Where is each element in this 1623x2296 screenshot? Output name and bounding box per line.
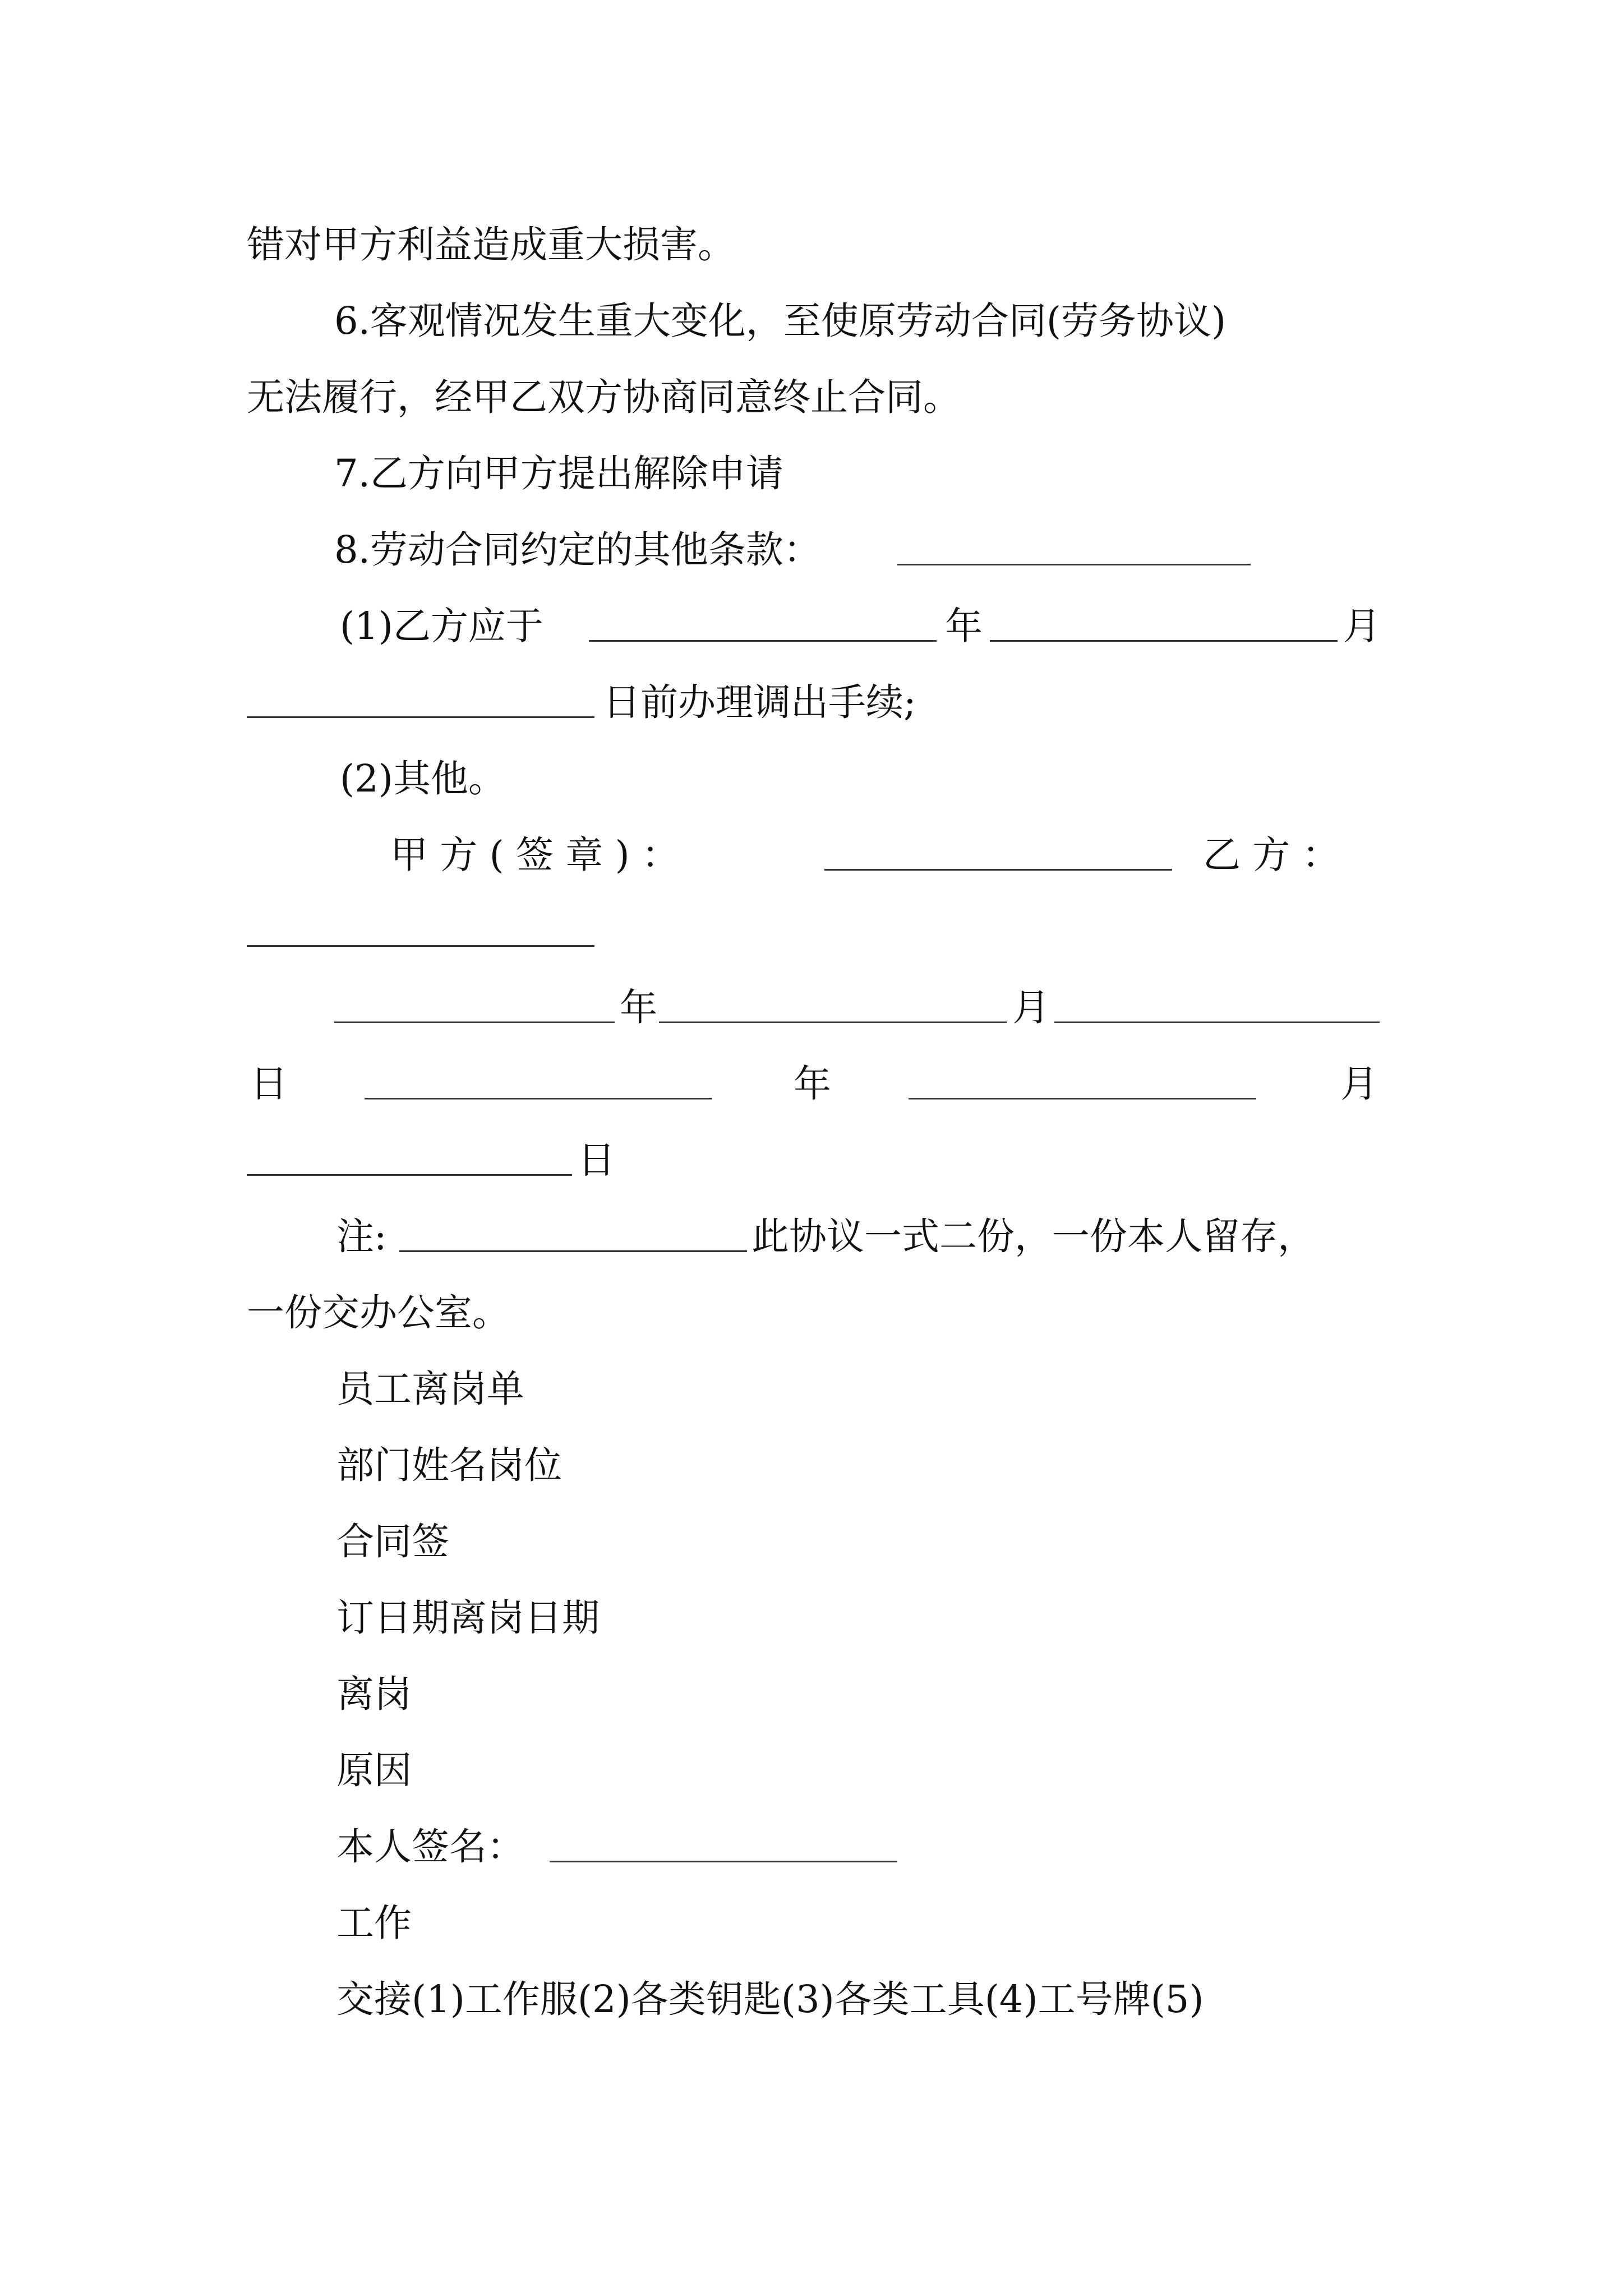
text-line: 合同签 — [336, 1520, 449, 1563]
text-segment: (1)乙方应于 — [340, 604, 543, 648]
month-blank[interactable] — [990, 640, 1338, 642]
text-line: 一份交办公室。 — [247, 1291, 510, 1335]
text-line: 工作 — [336, 1901, 412, 1945]
text-line: 无法履行，经甲乙双方协商同意终止合同。 — [247, 375, 961, 419]
party-b-year-blank[interactable] — [365, 1098, 712, 1099]
year-blank[interactable] — [589, 640, 937, 642]
form-field-handover — [0, 1968, 1623, 2030]
form-field-contract — [0, 1511, 1623, 1572]
clause-5-continuation — [0, 214, 1623, 275]
day-label: 日 — [578, 1138, 615, 1182]
text-segment: 日前办理调出手续; — [603, 680, 916, 724]
month-label: 月 — [1343, 604, 1381, 648]
clause-7 — [0, 443, 1623, 504]
form-field-dates — [0, 1587, 1623, 1649]
note-continuation — [0, 1282, 1623, 1343]
day-blank[interactable] — [247, 716, 594, 718]
form-field-leave — [0, 1663, 1623, 1725]
text-line: 原因 — [336, 1749, 412, 1792]
other-terms-blank[interactable] — [897, 564, 1251, 565]
text-line: 8.劳动合同约定的其他条款： — [334, 528, 821, 572]
form-field-reason — [0, 1740, 1623, 1801]
party-b-day-blank[interactable] — [247, 1174, 572, 1176]
form-title — [0, 1358, 1623, 1420]
personal-signature-blank[interactable] — [550, 1861, 897, 1862]
signature-row — [0, 824, 1623, 886]
form-field-signature — [0, 1816, 1623, 1878]
month-label: 月 — [1012, 986, 1050, 1029]
clause-8-item-1-continuation — [0, 671, 1623, 733]
date-row-2 — [0, 1053, 1623, 1115]
note-text: 此协议一式二份，一份本人留存， — [751, 1214, 1315, 1258]
text-line: 部门姓名岗位 — [336, 1443, 562, 1487]
text-line: 订日期离岗日期 — [336, 1596, 600, 1640]
party-b-signature-blank[interactable] — [247, 945, 594, 947]
note-row — [0, 1205, 1623, 1267]
text-line: 6.客观情况发生重大变化，至使原劳动合同(劳务协议) — [334, 299, 1227, 343]
clause-8-item-1 — [0, 595, 1623, 657]
party-a-label: 甲 方 ( 签 章 ) ： — [390, 833, 680, 877]
day-label: 日 — [250, 1062, 288, 1106]
clause-8-item-2 — [0, 748, 1623, 809]
note-label: 注: — [336, 1214, 387, 1258]
note-blank[interactable] — [399, 1250, 747, 1252]
form-fields-dept-name-post — [0, 1434, 1623, 1496]
text-line: 员工离岗单 — [336, 1367, 524, 1411]
text-line: 7.乙方向甲方提出解除申请 — [334, 452, 783, 495]
party-b-month-blank[interactable] — [909, 1098, 1256, 1099]
party-a-signature-blank[interactable] — [824, 869, 1172, 871]
clause-6-continuation — [0, 366, 1623, 428]
year-label: 年 — [620, 986, 657, 1029]
text-line: (2)其他。 — [340, 757, 506, 800]
party-a-day-blank[interactable] — [1054, 1022, 1380, 1023]
signature-label: 本人签名： — [336, 1825, 524, 1869]
year-label: 年 — [945, 604, 983, 648]
party-a-month-blank[interactable] — [659, 1022, 1007, 1023]
text-line: 离岗 — [336, 1672, 412, 1716]
text-line: 交接(1)工作服(2)各类钥匙(3)各类工具(4)工号牌(5) — [336, 1977, 1204, 2021]
clause-6 — [0, 290, 1623, 352]
party-b-signature-row — [0, 900, 1623, 962]
month-label: 月 — [1340, 1062, 1378, 1106]
year-label: 年 — [794, 1062, 831, 1106]
date-row-1 — [0, 977, 1623, 1038]
form-field-work — [0, 1892, 1623, 1954]
party-a-year-blank[interactable] — [334, 1022, 615, 1023]
text-line: 错对甲方利益造成重大损害。 — [247, 223, 735, 266]
clause-8 — [0, 519, 1623, 581]
party-b-label: 乙 方 ： — [1203, 833, 1340, 877]
date-row-3 — [0, 1129, 1623, 1191]
